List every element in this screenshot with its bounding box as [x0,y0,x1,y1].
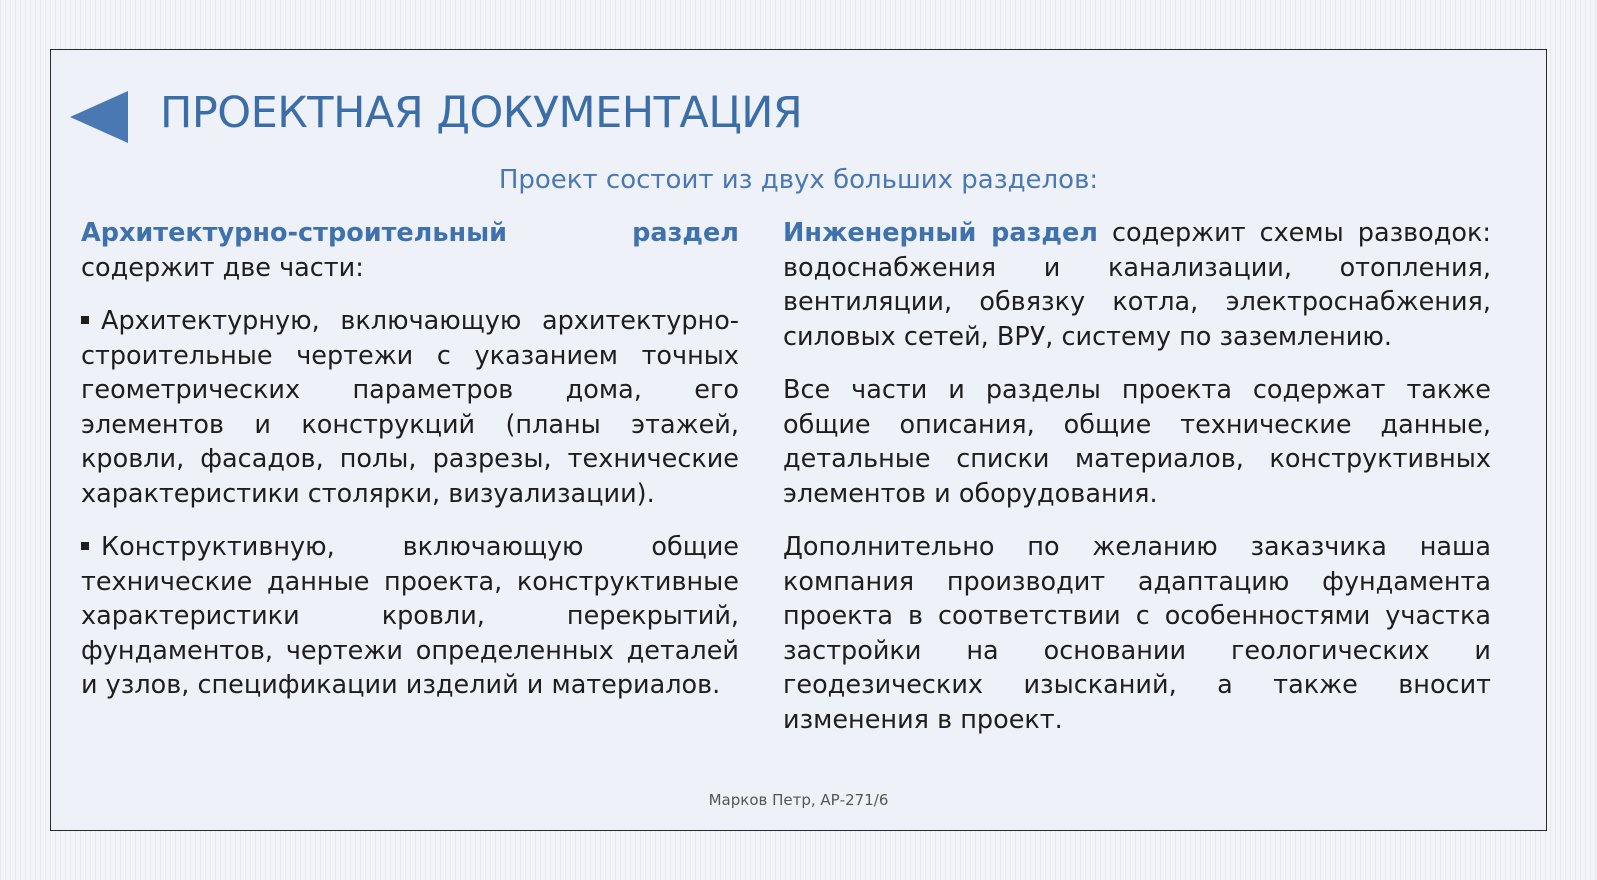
bullet-square-icon [81,316,89,324]
triangle-left-icon [70,91,128,143]
bullet-item [81,304,739,511]
architectural-section-intro-text: содержит две части: [81,252,364,283]
paragraph: Дополнительно по желанию заказчика наша компания производит адаптацию фундамента проекта в соответствии с особенностями участка застройки на основании геологических и геодезических изысканий, а также вносит изменения в проект. [783,532,1491,735]
paragraph: Все части и разделы проекта содержат также общие описания, общие технические данные, детальные списки материалов, конструктивных элементов и оборудования. [783,375,1491,509]
architectural-section-intro [81,216,739,285]
engineering-section [783,216,1491,737]
footer-author: Марков Петр, АР-271/6 [708,791,889,809]
bullet-item [81,530,739,703]
architectural-section [81,216,739,703]
bullet-square-icon [81,542,89,550]
engineering-section-intro-text: содержит схемы разводок: водоснабжения и канализации, отопления, вентиляции, обвязку котла, электроснабжения, силовых сетей, ВРУ, систему по заземлению. [783,218,1491,352]
page-title: ПРОЕКТНАЯ ДОКУМЕНТАЦИЯ [160,88,803,138]
engineering-section-heading: Инженерный раздел [783,218,1098,248]
bullet-text: Архитектурную, включающую архитектурно-строительные чертежи с указанием точных геометрических параметров дома, его элементов и конструкций (планы этажей, кровли, фасадов, полы, разрезы, технические характеристики столярки, визуализации). [81,306,739,509]
engineering-section-intro [783,216,1491,354]
bullet-text: Конструктивную, включающую общие технические данные проекта, конструктивные характеристики кровли, перекрытий, фундаментов, чертежи определенных деталей и узлов, спецификации изделий и материалов. [81,532,739,700]
subtitle: Проект состоит из двух больших разделов: [498,165,1099,195]
architectural-section-heading: Архитектурно-строительный раздел [81,218,739,248]
